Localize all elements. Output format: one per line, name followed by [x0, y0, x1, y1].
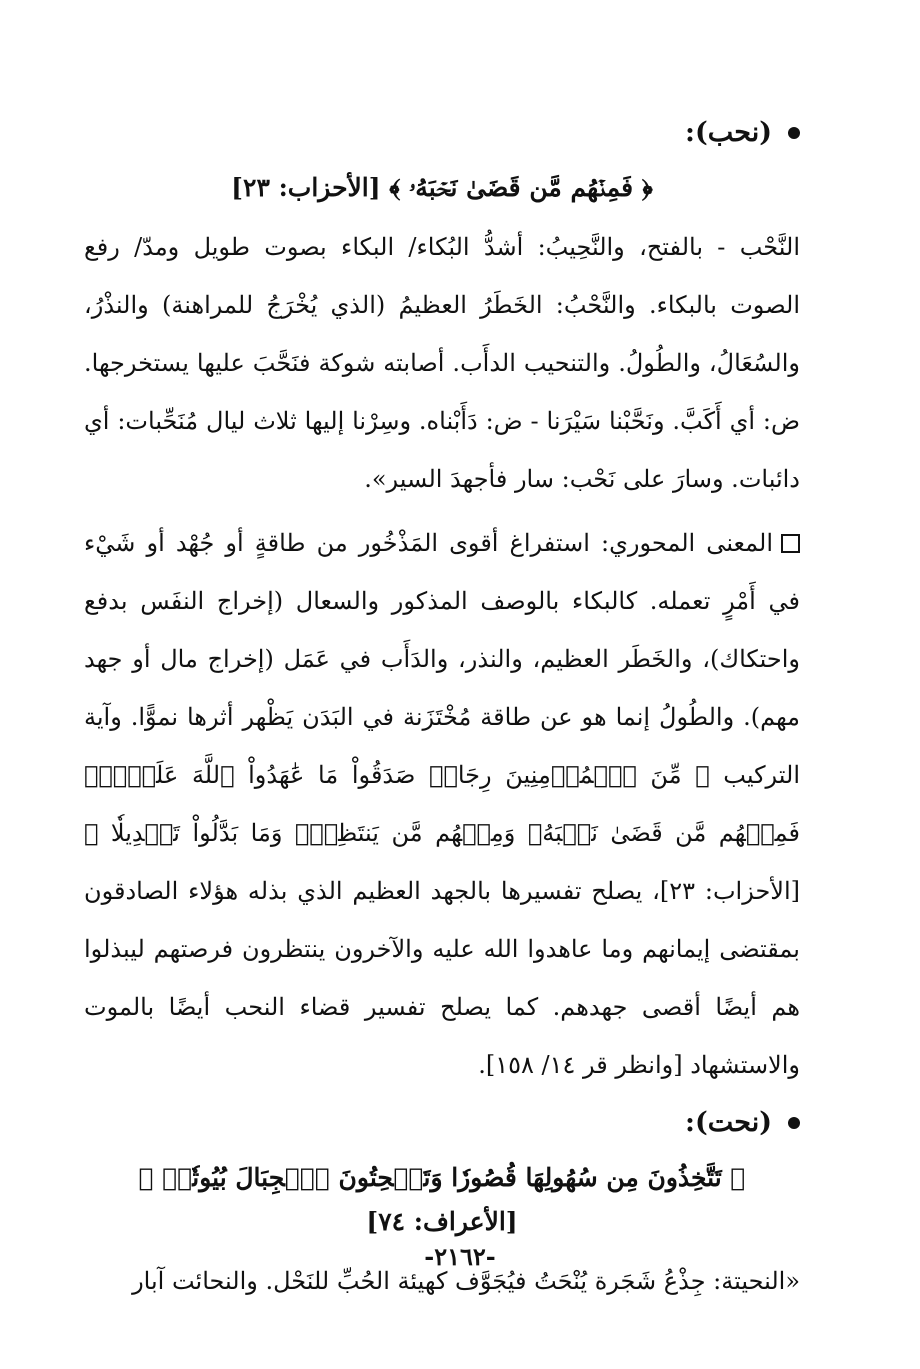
page-number: -٢١٦٢- — [424, 1242, 496, 1271]
quran-verse-citation: ﴿ فَمِنۡهُم مَّن قَضَىٰ نَحۡبَهُۥ ﴾ [الأحزاب: ٢٣] — [231, 173, 653, 202]
entry-heading-nahb — [84, 110, 800, 156]
entry-heading-text: (نحب): — [685, 117, 772, 148]
bullet-icon — [788, 1117, 800, 1129]
core-meaning-paragraph — [84, 514, 800, 1094]
entry-heading-text: (نحت): — [685, 1107, 772, 1138]
bullet-icon — [788, 127, 800, 139]
core-meaning-text: المعنى المحوري: استفراغ أقوى المَذْخُور من طاقةٍ أو جُهْد أو شَيْء في أَمْرٍ تعمله. كالبكاء بالوصف المذكور والسعال (إخراج النفَس بدفع واحتكاك)، والخَطَر العظيم، والنذر، والدَأَب في عَمَل (إخراج مال أو جهد مهم). والطُولُ إنما هو عن طاقة مُخْتَزَنة في البَدَن يَظْهر أثرها نموًّا. وآية التركيب ﴿ مِّنَ ٱلۡمُؤۡمِنِينَ رِجَالٞ صَدَقُواْ مَا عَٰهَدُواْ ٱللَّهَ عَلَيۡهِۖ فَمِنۡهُم مَّن قَضَىٰ نَحۡبَهُۥ وَمِنۡهُم مَّن يَنتَظِرُۖ وَمَا بَدَّلُواْ تَبۡدِيلٗا ﴾ [الأحزاب: ٢٣]، يصلح تفسيرها بالجهد العظيم الذي بذله هؤلاء الصادقون بمقتضى إيمانهم وما عاهدوا الله عليه والآخرون ينتظرون فرصتهم ليبذلوا هم أيضًا أقصى جهدهم. كما يصلح تفسير قضاء النحب أيضًا بالموت والاستشهاد [وانظر قر ١٤/ ١٥٨]. — [84, 529, 801, 1079]
square-marker-icon — [781, 534, 800, 553]
definition-paragraph: «النحيتة: جِذْعُ شَجَرة يُنْحَتُ فيُجَوَّف كهيئة الحُبِّ للنَحْل. والنحائت آبار — [132, 1267, 800, 1295]
document-page — [84, 110, 800, 1310]
quran-verse-citation: ﴿ تَتَّخِذُونَ مِن سُهُولِهَا قُصُورٗا وَتَنۡحِتُونَ ٱلۡجِبَالَ بُيُوتٗاۖ ﴾ [الأعراف: ٧٤] — [138, 1163, 746, 1236]
entry-heading-naht — [84, 1100, 800, 1146]
definition-paragraph: النَّحْب - بالفتح، والنَّحِيبُ: أشدُّ البُكاء/ البكاء بصوت طويل ومدّ/ رفع الصوت بالبكاء. والنَّحْبُ: الخَطَرُ العظيمُ (الذي يُخْرَجُ للمراهنة) والنذْرُ، والسُعَالُ، والطُولُ. والتنحيب الدأَب. أصابته شوكة فنَحَّبَ عليها يستخرجها. ض: أي أَكَبَّ. ونَحَّبْنا سَيْرَنا - ض: دَأَبْناه. وسِرْنا إليها ثلاث ليال مُنَحِّبات: أي دائبات. وسارَ على نَحْب: سار فأجهدَ السير». — [84, 233, 800, 493]
